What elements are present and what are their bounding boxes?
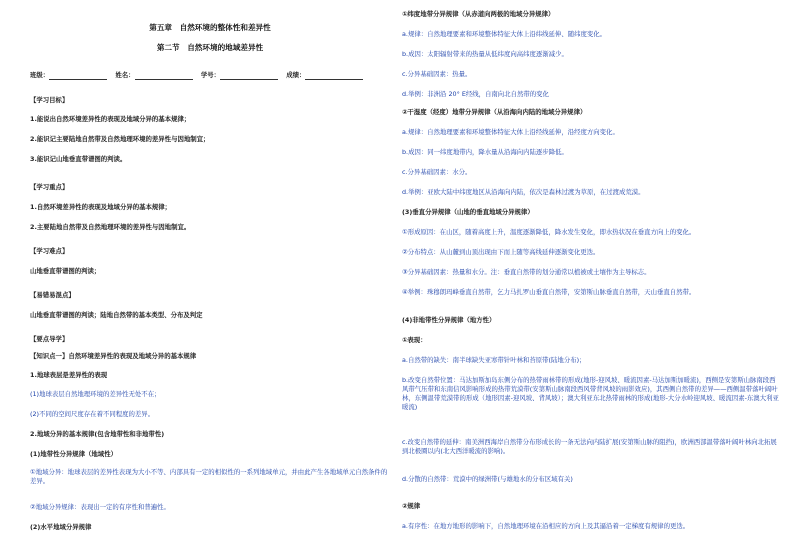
- r-latitudinal-factor: c.分异基础因素：热量。: [402, 70, 472, 78]
- r-longitudinal-cause: b.成因：同一纬度地带内，降水量从沿海向内陆逐步降低。: [402, 148, 568, 156]
- goal-1: 1.能说出自然环境差异性的表现及地域分异的基本规律；: [30, 115, 191, 123]
- difficulty-1: 山地垂直带谱图的判读；: [30, 267, 101, 275]
- r-vertical-heading: (3)垂直分异规律（山地的垂直地域分异规律）: [402, 208, 534, 216]
- goal-2: 2.能识记主要陆地自然带及自然地理环境的差异性与因地制宜；: [30, 135, 210, 143]
- key-2: 2.主要陆地自然带及自然地理环境的差异性与因地制宜。: [30, 223, 191, 231]
- item-1b: (2)不同的空间尺度存在着不同程度的差异。: [30, 410, 155, 418]
- r-latitudinal-rule: a.规律：自然地理要素和环境整体特征大体上沿纬线延伸、随纬度变化。: [402, 30, 607, 38]
- r-vertical-factor: ③分异基础因素：热量和水分。注：垂直自然带的划分通常以植被或土壤作为主导标志。: [402, 268, 651, 276]
- r-latitudinal-example: d.举例：非洲沿 20° E经线，自南向北自然带的变化: [402, 90, 549, 98]
- r-longitudinal-example: d.举例：亚欧大陆中纬度地区从沿海向内陆，依次是森林过渡为草原，在过渡成荒漠。: [402, 188, 645, 196]
- confusion-heading: 【易错易混点】: [30, 291, 75, 299]
- confusion-1: 山地垂直带谱图的判读；陆地自然带的基本类型、分布及判定: [30, 311, 203, 319]
- item-2d: (2)水平地域分异规律: [30, 523, 92, 531]
- r-azonal-extension: c.改变自然带的延伸：南美洲西海岸自然带分布形成长的一条无法向内陆扩展(安第斯山脉的阻挡)，欧洲西部温带落叶阔叶林向北拓展到北极圈以内(北大西洋暖流的影响)。: [402, 438, 777, 455]
- key-heading: 【学习重点】: [30, 183, 69, 191]
- name-label: 姓名：: [115, 71, 135, 79]
- subheading-1: 1.地球表层是差异性的表现: [30, 371, 108, 379]
- knowledge-point-1: 【知识点一】自然环境差异性的表现及地域分异的基本规律: [30, 352, 197, 360]
- r-vertical-example: ④举例：珠穆朗玛峰垂直自然带，乞力马扎罗山垂直自然带，安第斯山脉垂直自然带，天山垂直自然带。: [402, 288, 696, 296]
- section-title: 第二节 自然环境的地域差异性: [156, 43, 264, 52]
- score-label: 成绩：: [286, 71, 306, 79]
- r-latitudinal-heading: ①纬度地带分异规律（从赤道向两极的地域分异规律）: [402, 10, 555, 18]
- guide-heading: 【要点导学】: [30, 335, 69, 343]
- r-vertical-distribution: ②分布特点：从山麓到山顶出现由下而上随等高线延伸逐渐变化更迭。: [402, 248, 600, 256]
- subheading-2: 2.地域分异的基本规律(包含地带性和非地带性): [30, 430, 165, 438]
- goals-heading: 【学习目标】: [30, 96, 69, 104]
- item-2a: (1)地带性分异规律（地域性）: [30, 450, 117, 458]
- chapter-title: 第五章 自然环境的整体性和差异性: [149, 23, 271, 32]
- r-azonal-pattern: ②规律: [402, 502, 421, 510]
- r-azonal-heading: (4)非地带性分异规律（地方性）: [402, 316, 496, 324]
- item-2c: ②地域分异规律：表现出一定的有序性和普遍性。: [30, 503, 170, 511]
- r-azonal-order: a.有序性：在地方地形的影响下，自然地理环境在沿相应的方向上及其逼沿着一定梯度有规律的更迭。: [402, 522, 690, 530]
- r-azonal-missing: a.自然带的缺失：南半球缺失亚寒带针叶林和苔原带(陆地分布)；: [402, 356, 586, 364]
- r-azonal-position: b.改变自然带位置：马达加斯加岛东侧分布的热带雨林带的形成(地形-迎风坡、暖流因素-马达加斯加暖流)，西侧是安第斯山脉南段西风带气压带和东南信风影响形成的热带荒漠带(安第斯山脉南段西风带背风坡的雨影效应)，其西侧自然带的差异——西侧温带落叶阔叶林，东侧温带荒漠带的形成（地形因素-迎风坡、背风坡）；澳大利亚东北热带雨林的形成(地形-大分水岭迎风坡、暖流因素-东澳大利亚暖流): [402, 376, 779, 411]
- difficulty-heading: 【学习难点】: [30, 247, 69, 255]
- score-blank[interactable]: [305, 72, 363, 80]
- key-1: 1.自然环境差异性的表现及地域分异的基本规律；: [30, 203, 172, 211]
- class-blank[interactable]: [49, 72, 107, 80]
- r-azonal-manifest: ①表现：: [402, 336, 427, 344]
- student-info-row: [30, 71, 363, 80]
- student-id-label: 学号：: [200, 71, 220, 79]
- item-1a: (1)地球表层自然地理环境的差异性无处不在；: [30, 390, 161, 398]
- r-longitudinal-factor: c.分异基础因素：水分。: [402, 168, 472, 176]
- class-label: 班级：: [30, 71, 50, 79]
- goal-3: 3.能识记山地垂直带谱图的判读。: [30, 155, 127, 163]
- r-longitudinal-rule: a.规律：自然地理要素和环境整体特征大体上沿经线延伸，沿经度方向变化。: [402, 128, 619, 136]
- r-latitudinal-cause: b.成因：太阳辐射带来的热量从低纬度向高纬度逐渐减少。: [402, 50, 568, 58]
- r-vertical-cause: ①形成原因：在山区，随着高度上升，温度逐渐降低，降水发生变化，即水热状况在垂直方向上的变化。: [402, 228, 696, 236]
- item-2b: ①地域分异：地球表层的差异性表现为大小不等、内部具有一定的相似性的一系列地域单元，并由此产生各地域单元自然条件的差异。: [30, 468, 388, 485]
- name-blank[interactable]: [135, 72, 193, 80]
- r-azonal-scattered: d.分散的自然带：荒漠中的绿洲带(与雄地水的分布区域有关): [402, 475, 573, 483]
- r-longitudinal-heading: ②干湿度（经度）地带分异规律（从沿海向内陆的地域分异规律）: [402, 108, 587, 116]
- student-id-blank[interactable]: [220, 72, 278, 80]
